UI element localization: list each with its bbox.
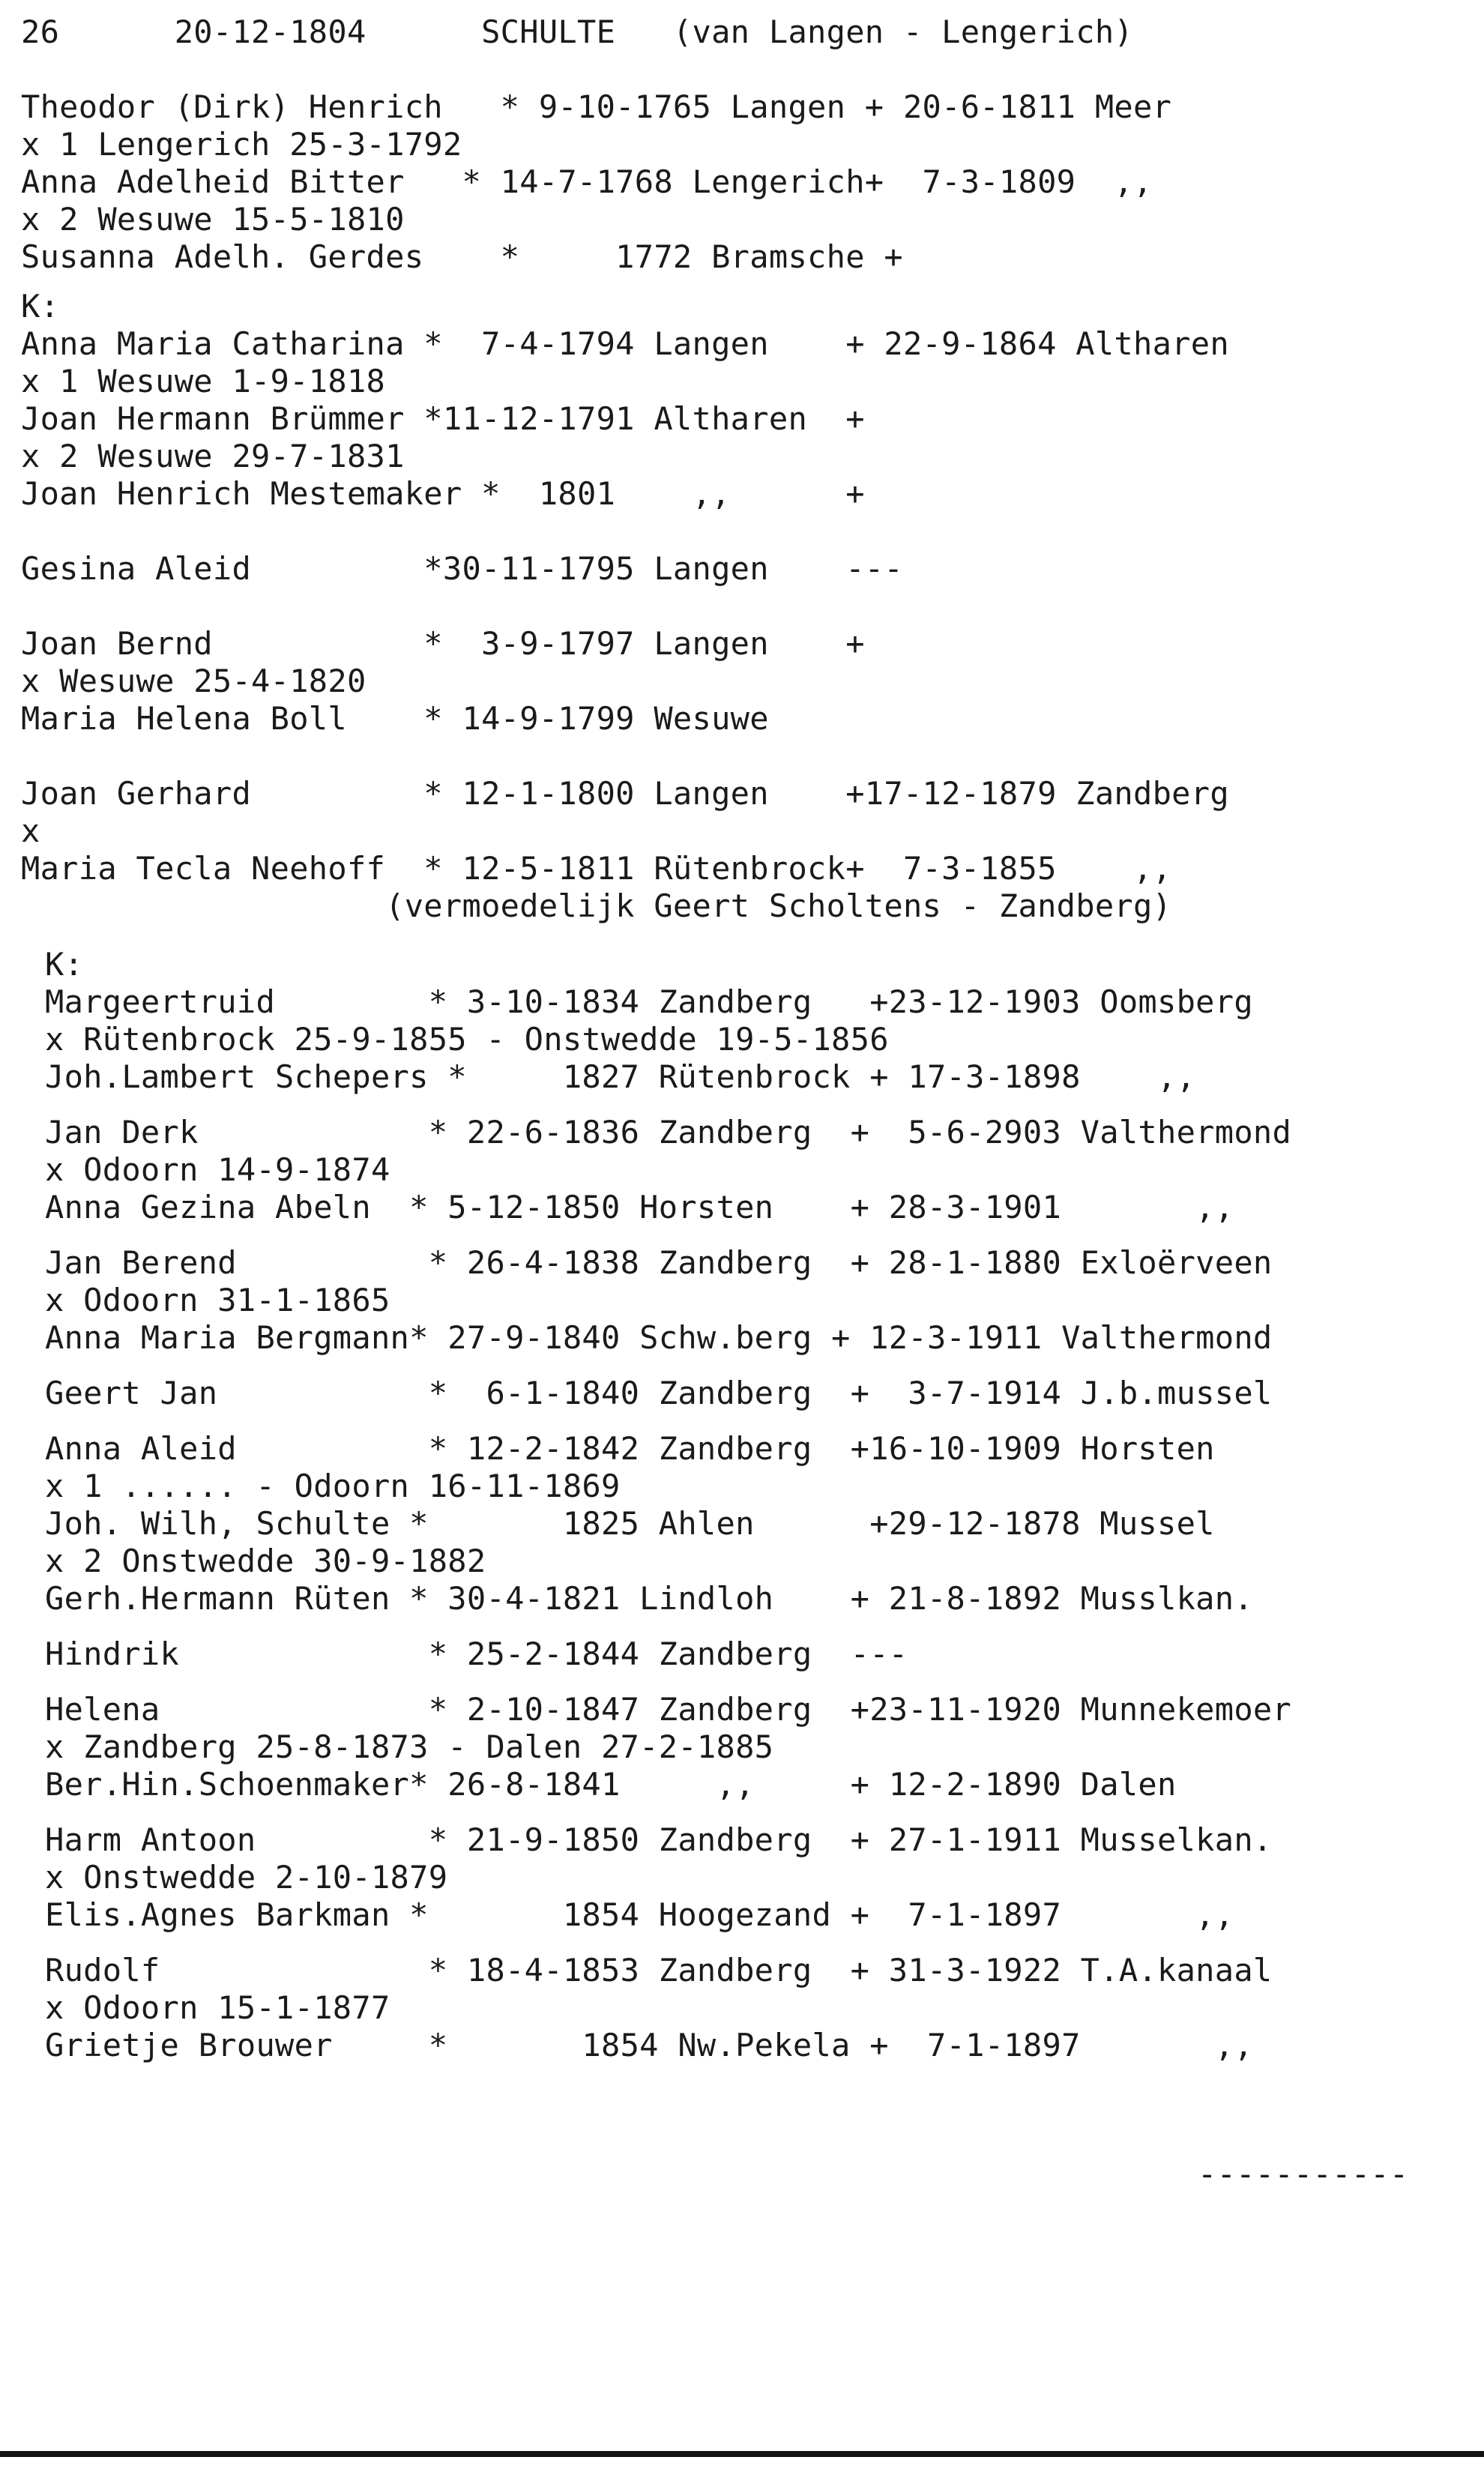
bottom-rule: [0, 2451, 1484, 2457]
child-line: Joan Gerhard * 12-1-1800 Langen +17-12-1879 Zandberg: [21, 775, 1229, 812]
grandchild-line: Ber.Hin.Schoenmaker* 26-8-1841 ,, + 12-2-1890 Dalen: [45, 1766, 1177, 1803]
page-header: 26 20-12-1804 SCHULTE (van Langen - Lengerich): [21, 13, 1133, 50]
grandchild-line: Anna Aleid * 12-2-1842 Zandberg +16-10-1909 Horsten: [45, 1430, 1215, 1467]
grandchild-line: Geert Jan * 6-1-1840 Zandberg + 3-7-1914 J.b.mussel: [45, 1375, 1273, 1411]
grandchild-line: Jan Derk * 22-6-1836 Zandberg + 5-6-2903 Valthermond: [45, 1114, 1292, 1151]
children-label: K:: [21, 288, 60, 325]
grandchild-line: Jan Berend * 26-4-1838 Zandberg + 28-1-1880 Exloërveen: [45, 1244, 1273, 1281]
grandchild-line: x Onstwedde 2-10-1879: [45, 1859, 448, 1896]
grandchild-line: x Odoorn 15-1-1877: [45, 1989, 390, 2026]
child-line: Gesina Aleid *30-11-1795 Langen ---: [21, 550, 903, 587]
child-line: Maria Tecla Neehoff * 12-5-1811 Rütenbrock+ 7-3-1855 ,,: [21, 850, 1172, 887]
grandchild-line: x Odoorn 14-9-1874: [45, 1151, 390, 1188]
grandchild-line: Joh.Lambert Schepers * 1827 Rütenbrock + 17-3-1898 ,,: [45, 1058, 1196, 1095]
grandchild-line: Rudolf * 18-4-1853 Zandberg + 31-3-1922 T.A.kanaal: [45, 1952, 1273, 1989]
grandchild-line: Gerh.Hermann Rüten * 30-4-1821 Lindloh + 21-8-1892 Musslkan.: [45, 1580, 1253, 1617]
grandchild-line: x 1 ...... - Odoorn 16-11-1869: [45, 1468, 621, 1504]
grandchild-line: x Zandberg 25-8-1873 - Dalen 27-2-1885: [45, 1728, 774, 1765]
child-line: x 1 Wesuwe 1-9-1818: [21, 363, 386, 400]
grandchild-line: Harm Antoon * 21-9-1850 Zandberg + 27-1-1911 Musselkan.: [45, 1821, 1273, 1858]
grandchild-line: Elis.Agnes Barkman * 1854 Hoogezand + 7-1-1897 ,,: [45, 1896, 1234, 1933]
parent-line: Susanna Adelh. Gerdes * 1772 Bramsche +: [21, 238, 903, 275]
grandchildren-label: K:: [45, 946, 84, 983]
grandchild-line: Anna Gezina Abeln * 5-12-1850 Horsten + 28-3-1901 ,,: [45, 1189, 1234, 1226]
child-line: Joan Henrich Mestemaker * 1801 ,, +: [21, 475, 865, 512]
child-line: x Wesuwe 25-4-1820: [21, 663, 367, 699]
child-line: Maria Helena Boll * 14-9-1799 Wesuwe: [21, 700, 769, 737]
grandchild-line: Margeertruid * 3-10-1834 Zandberg +23-12-1903 Oomsberg: [45, 983, 1253, 1020]
parent-line: x 2 Wesuwe 15-5-1810: [21, 201, 405, 238]
parent-line: Theodor (Dirk) Henrich * 9-10-1765 Langen + 20-6-1811 Meer: [21, 88, 1172, 125]
grandchild-line: Joh. Wilh, Schulte * 1825 Ahlen +29-12-1878 Mussel: [45, 1505, 1215, 1542]
grandchild-line: Grietje Brouwer * 1854 Nw.Pekela + 7-1-1897 ,,: [45, 2027, 1253, 2063]
parent-line: Anna Adelheid Bitter * 14-7-1768 Lengerich+ 7-3-1809 ,,: [21, 163, 1153, 200]
continuation-mark: -----------: [1198, 2156, 1409, 2192]
child-line: x 2 Wesuwe 29-7-1831: [21, 438, 405, 474]
grandchild-line: Anna Maria Bergmann* 27-9-1840 Schw.berg + 12-3-1911 Valthermond: [45, 1319, 1273, 1356]
child-line: (vermoedelijk Geert Scholtens - Zandberg): [21, 887, 1172, 924]
grandchild-line: x Rütenbrock 25-9-1855 - Onstwedde 19-5-1856: [45, 1021, 889, 1058]
parent-line: x 1 Lengerich 25-3-1792: [21, 126, 462, 163]
child-line: Anna Maria Catharina * 7-4-1794 Langen + 22-9-1864 Altharen: [21, 325, 1229, 362]
grandchild-line: x 2 Onstwedde 30-9-1882: [45, 1543, 486, 1579]
grandchild-line: x Odoorn 31-1-1865: [45, 1282, 390, 1318]
child-line: x: [21, 813, 40, 849]
grandchild-line: Hindrik * 25-2-1844 Zandberg ---: [45, 1636, 908, 1672]
grandchild-line: Helena * 2-10-1847 Zandberg +23-11-1920 Munnekemoer: [45, 1691, 1292, 1728]
child-line: Joan Bernd * 3-9-1797 Langen +: [21, 625, 865, 662]
child-line: Joan Hermann Brümmer *11-12-1791 Altharen +: [21, 400, 865, 437]
